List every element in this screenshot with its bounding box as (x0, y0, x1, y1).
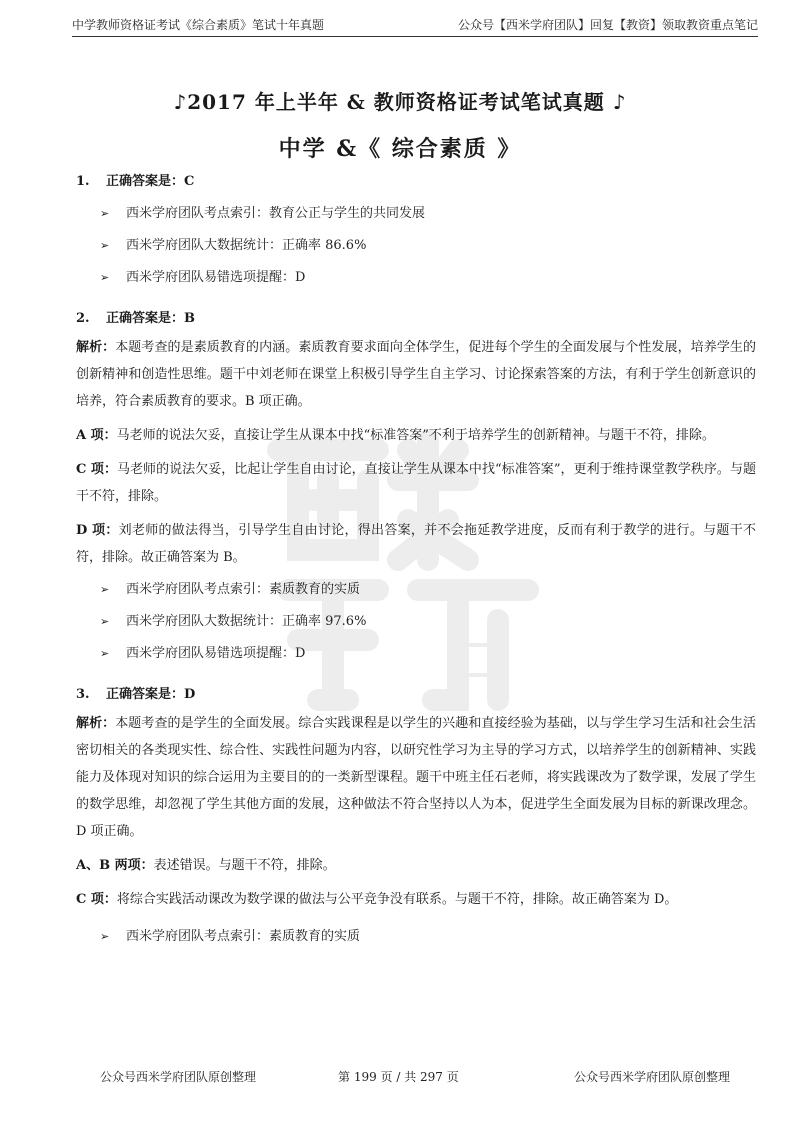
option-label: C 项： (76, 892, 117, 907)
option-paragraph (76, 422, 756, 449)
option-text: 刘老师的做法得当，引导学生自由讨论，得出答案，并不会拖延教学进度，反而有利于教学的进行。与题干不符，排除。故正确答案为 B。 (76, 523, 756, 565)
list-item-text: 西米学府团队考点索引：素质教育的实质 (126, 582, 361, 597)
list-item-text: 西米学府团队大数据统计：正确率 97.6% (126, 614, 367, 629)
analysis-label: 解析： (76, 716, 116, 731)
option-text: 表述错误。与题干不符，排除。 (153, 858, 336, 873)
list-item (76, 232, 756, 259)
option-paragraph (76, 886, 756, 913)
list-item (76, 200, 756, 227)
arrow-bullet-icon: ➢ (100, 207, 110, 220)
question-heading (76, 168, 756, 195)
arrow-bullet-icon: ➢ (100, 271, 110, 284)
list-item (76, 264, 756, 291)
list-item (76, 576, 756, 603)
option-paragraph (76, 852, 756, 879)
page-title: ♪2017 年上半年 & 教师资格证考试笔试真题 ♪ (173, 90, 627, 114)
arrow-bullet-icon: ➢ (100, 615, 110, 628)
list-item-text: 西米学府团队大数据统计：正确率 86.6% (126, 238, 367, 253)
list-item (76, 640, 756, 667)
list-item-text: 西米学府团队易错选项提醒：D (126, 646, 306, 661)
question-heading (76, 681, 756, 708)
analysis-paragraph (76, 710, 756, 845)
answer-text: 正确答案是：C (106, 174, 195, 189)
list-item-text: 西米学府团队易错选项提醒：D (126, 270, 306, 285)
question-number: 3. (76, 687, 90, 702)
header-right-text: 公众号【西米学府团队】回复【教资】领取教资重点笔记 (457, 18, 758, 32)
option-label: D 项： (76, 523, 119, 538)
answer-text: 正确答案是：B (106, 311, 195, 326)
list-item-text: 西米学府团队考点索引：素质教育的实质 (126, 929, 361, 944)
option-paragraph (76, 517, 756, 571)
document-body (76, 160, 756, 950)
page-footer (100, 1068, 730, 1088)
page-subtitle: 中学 &《 综合素质 》 (278, 136, 522, 162)
question-heading (76, 305, 756, 332)
footer-left-text: 公众号西米学府团队原创整理 (100, 1070, 257, 1084)
option-paragraph (76, 456, 756, 510)
header-left-text: 中学教师资格证考试《综合素质》笔试十年真题 (72, 18, 325, 32)
list-item-text: 西米学府团队考点索引：教育公正与学生的共同发展 (126, 206, 426, 221)
footer-right-text: 公众号西米学府团队原创整理 (573, 1070, 730, 1084)
page-header (72, 14, 758, 37)
option-label: A、B 两项： (76, 858, 154, 873)
analysis-text: 本题考查的是学生的全面发展。综合实践课程是以学生的兴趣和直接经验为基础，以与学生学习生活和社会生活密切相关的各类现实性、综合性、实践性问题为内容，以研究性学习为主导的学习方式，以培养学生的创新精神、实践能力及体现对知识的综合运用为主要目的的一类新型课程。题干中班主任石老师，将实践课改为了数学课，发展了学生的数学思维，却忽视了学生其他方面的发展，这种做法不符合坚持以人为本，促进学生全面发展为目标的新课改理念。D 项正确。 (76, 716, 756, 839)
arrow-bullet-icon: ➢ (100, 239, 110, 252)
arrow-bullet-icon: ➢ (100, 647, 110, 660)
analysis-label: 解析： (76, 340, 116, 355)
list-item (76, 923, 756, 950)
arrow-bullet-icon: ➢ (100, 930, 110, 943)
arrow-bullet-icon: ➢ (100, 583, 110, 596)
question-number: 2. (76, 311, 90, 326)
analysis-text: 本题考查的是素质教育的内涵。素质教育要求面向全体学生，促进每个学生的全面发展与个性发展，培养学生的创新精神和创造性思维。题干中刘老师在课堂上积极引导学生自主学习、讨论探索答案的方法，有利于学生创新意识的培养，符合素质教育的要求。B 项正确。 (76, 340, 756, 409)
answer-text: 正确答案是：D (106, 687, 196, 702)
option-label: C 项： (76, 462, 117, 477)
option-text: 马老师的说法欠妥，直接让学生从课本中找“标准答案”不利于培养学生的创新精神。与题干不符，排除。 (116, 428, 715, 443)
option-label: A 项： (76, 428, 117, 443)
question-number: 1. (76, 174, 90, 189)
analysis-paragraph (76, 334, 756, 415)
page-number: 第 199 页 / 共 297 页 (338, 1070, 459, 1084)
option-text: 将综合实践活动课改为数学课的做法与公平竞争没有联系。与题干不符，排除。故正确答案为 D。 (116, 892, 678, 907)
list-item (76, 608, 756, 635)
option-text: 马老师的说法欠妥，比起让学生自由讨论，直接让学生从课本中找“标准答案”，更利于维持课堂教学秩序。与题干不符，排除。 (76, 462, 756, 504)
